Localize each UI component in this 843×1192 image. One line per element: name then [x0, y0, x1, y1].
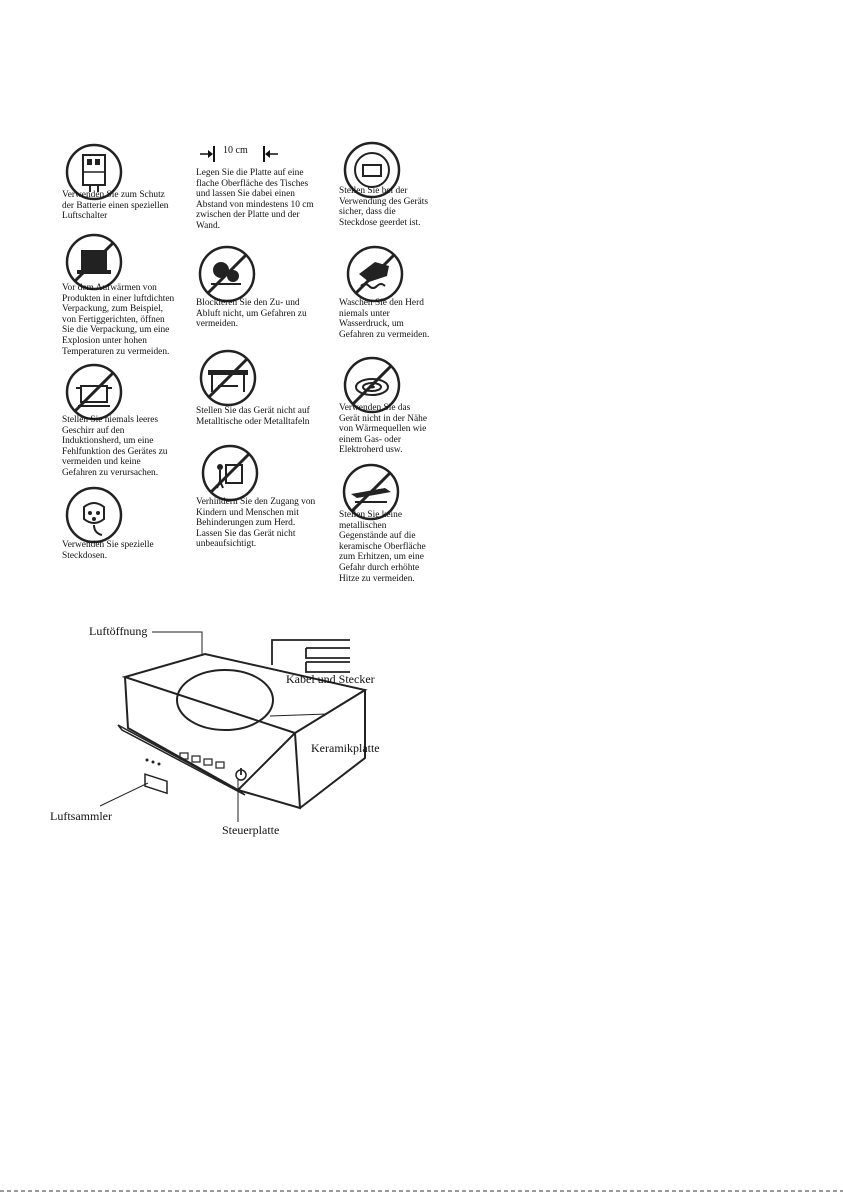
- safety-text-metal-objects: Stellen Sie keine metallischen Gegenstände auf die keramische Oberfläche zum Erhitzen, um eine Gefahr durch erhöhte Hitze zu vermeiden.: [339, 510, 426, 584]
- no-water-wash-icon: [345, 244, 405, 304]
- no-metal-table-icon: [198, 348, 258, 408]
- plug-icon: [64, 485, 124, 545]
- no-children-icon: [200, 443, 260, 503]
- label-ceramic: Keramikplatte: [311, 741, 380, 755]
- no-empty-pot-icon: [64, 362, 124, 422]
- safety-text-children: Verhindern Sie den Zugang von Kindern und Menschen mit Behinderungen zum Herd. Lassen Sie das Gerät nicht unbeaufsichtigt.: [196, 497, 316, 550]
- label-cable: Kabel und Stecker: [286, 672, 375, 686]
- safety-text-water: Waschen Sie den Herd niemals unter Wasserdruck, um Gefahren zu vermeiden.: [339, 298, 430, 340]
- label-air-collector: Luftsammler: [50, 809, 112, 823]
- safety-text-grounded: Stellen Sie bei der Verwendung des Geräts sicher, dass die Steckdose geerdet ist.: [339, 186, 429, 228]
- no-blocked-vent-icon: [197, 244, 257, 304]
- safety-text-circuit-breaker: Verwenden Sie zum Schutz der Batterie einen speziellen Luftschalter: [62, 190, 169, 222]
- safety-text-distance: Legen Sie die Platte auf eine flache Oberfläche des Tisches und lassen Sie dabei einen Abstand von mindestens 10 cm zwischen der Platte und der Wand.: [196, 168, 314, 231]
- label-control: Steuerplatte: [222, 823, 280, 837]
- safety-text-empty-pot: Stellen Sie niemals leeres Geschirr auf den Induktionsherd, um eine Fehlfunktion des Gerätes zu vermeiden und keine Gefahren zu verursachen.: [62, 415, 168, 478]
- safety-text-sealed-package: Vor dem Aufwärmen von Produkten in einer luftdichten Verpackung, zum Beispiel, von Fertiggerichten, öffnen Sie die Verpackung, um eine Explosion unter hohen Temperaturen zu vermeiden.: [62, 283, 175, 357]
- safety-text-heat-source: Verwenden Sie das Gerät nicht in der Nähe von Wärmequellen wie einem Gas- oder Elektroherd usw.: [339, 403, 427, 456]
- safety-text-metal-table: Stellen Sie das Gerät nicht auf Metalltische oder Metalltafeln: [196, 406, 310, 427]
- distance-label: 10 cm: [223, 145, 248, 156]
- label-air-opening: Luftöffnung: [89, 624, 148, 638]
- safety-text-vent: Blockieren Sie den Zu- und Abluft nicht, um Gefahren zu vermeiden.: [196, 298, 307, 330]
- safety-text-plug: Verwenden Sie spezielle Steckdosen.: [62, 540, 154, 561]
